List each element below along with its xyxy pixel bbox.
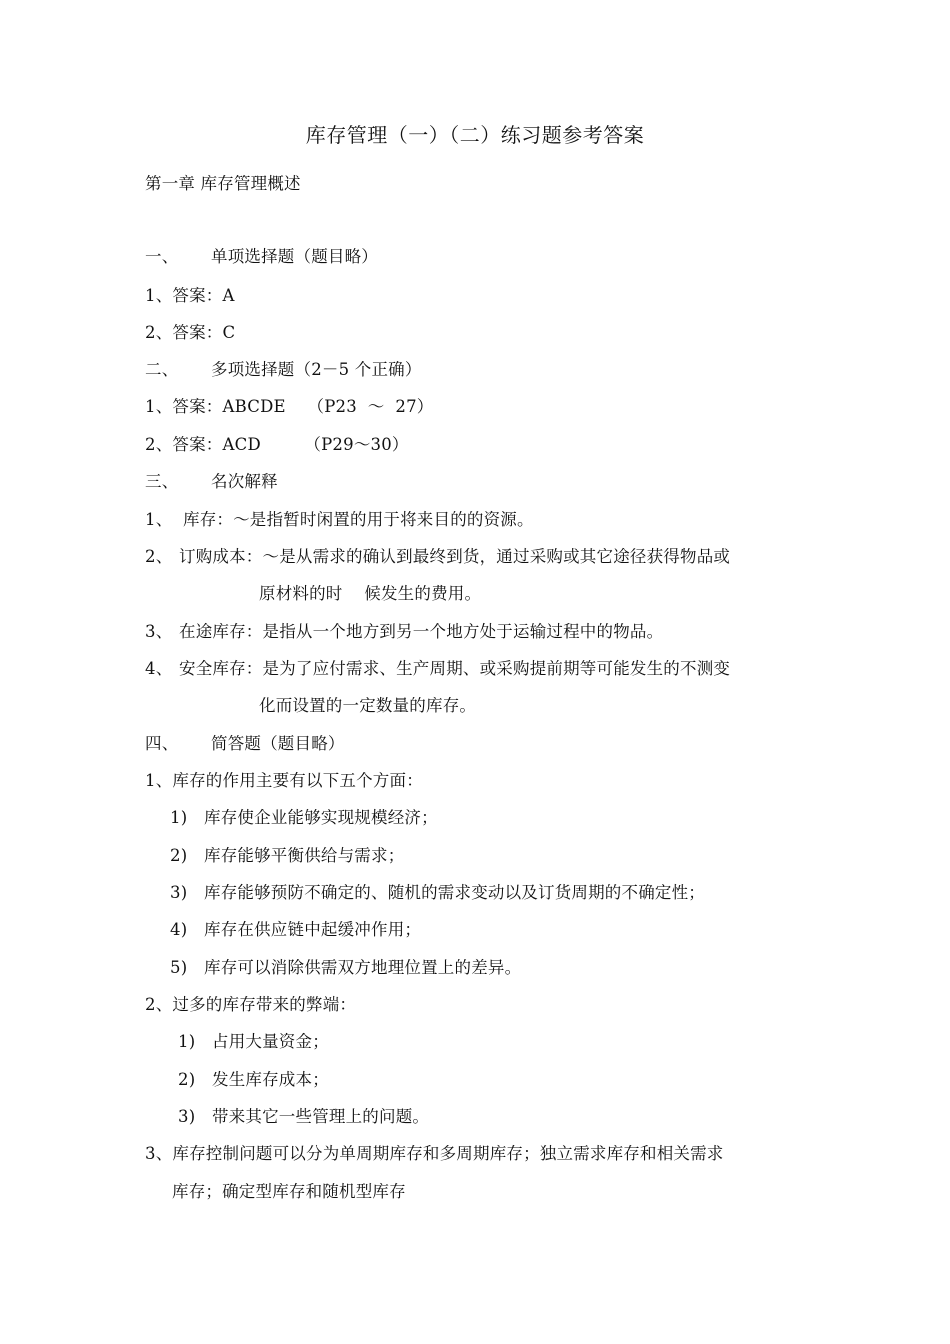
section-label: 单项选择题（题目略） [211, 247, 378, 266]
question-heading: 1、库存的作用主要有以下五个方面： [145, 771, 423, 790]
list-text: 库存能够平衡供给与需求； [204, 846, 405, 865]
list-item [170, 956, 521, 980]
list-number: 1) [178, 1032, 196, 1051]
definition-item [145, 620, 663, 644]
list-item [178, 1068, 329, 1092]
section-number: 一、 [145, 247, 179, 266]
list-text: 库存可以消除供需双方地理位置上的差异。 [204, 958, 522, 977]
section-number: 二、 [145, 360, 179, 379]
document-title: 库存管理（一）（二）练习题参考答案 [305, 123, 645, 147]
list-number: 4) [170, 920, 188, 939]
list-item [170, 881, 705, 905]
question-paragraph-continuation: 库存；确定型库存和随机型库存 [172, 1182, 406, 1201]
section-label: 多项选择题（2－5 个正确） [211, 360, 422, 379]
definition-item [145, 545, 730, 569]
section-number: 三、 [145, 472, 179, 491]
list-text: 库存使企业能够实现规模经济； [204, 808, 438, 827]
definition-item [145, 657, 730, 681]
section-label: 简答题（题目略） [211, 734, 345, 753]
definition-item [145, 508, 534, 532]
question-heading: 2、过多的库存带来的弊端： [145, 995, 357, 1014]
answer-line: 2、答案：C [145, 323, 236, 342]
list-text: 库存在供应链中起缓冲作用； [204, 920, 422, 939]
list-number: 3) [170, 883, 188, 902]
definition-text: 库存：～是指暂时闲置的用于将来目的的资源。 [183, 510, 534, 529]
item-number: 2、 [145, 547, 173, 566]
list-number: 2) [170, 846, 188, 865]
section-label: 名次解释 [211, 472, 278, 491]
answer-line: 1、答案：ABCDE （P23 ～ 27） [145, 397, 434, 416]
definition-text: 安全库存：是为了应付需求、生产周期、或采购提前期等可能发生的不测变 [179, 659, 731, 678]
list-text: 库存能够预防不确定的、随机的需求变动以及订货周期的不确定性； [204, 883, 705, 902]
section-heading-3 [145, 470, 278, 494]
list-number: 2) [178, 1070, 196, 1089]
item-number: 1、 [145, 510, 173, 529]
section-number: 四、 [145, 734, 179, 753]
list-number: 5) [170, 958, 188, 977]
list-text: 占用大量资金； [212, 1032, 329, 1051]
answer-line: 2、答案：ACD （P29～30） [145, 435, 409, 454]
definition-text: 在途库存：是指从一个地方到另一个地方处于运输过程中的物品。 [179, 622, 664, 641]
chapter-heading: 第一章 库存管理概述 [145, 174, 301, 193]
definition-text: 订购成本：～是从需求的确认到最终到货，通过采购或其它途径获得物品或 [179, 547, 731, 566]
list-number: 3) [178, 1107, 196, 1126]
list-item [170, 806, 438, 830]
section-heading-4 [145, 732, 345, 756]
list-text: 发生库存成本； [212, 1070, 329, 1089]
question-paragraph: 3、库存控制问题可以分为单周期库存和多周期库存；独立需求库存和相关需求 [145, 1144, 724, 1163]
section-heading-2 [145, 358, 422, 382]
definition-continuation: 原材料的时 候发生的费用。 [259, 584, 482, 603]
answer-line: 1、答案：A [145, 286, 235, 305]
list-number: 1) [170, 808, 188, 827]
list-item [178, 1105, 429, 1129]
list-item [178, 1030, 329, 1054]
section-heading-1 [145, 245, 378, 269]
item-number: 3、 [145, 622, 173, 641]
definition-continuation: 化而设置的一定数量的库存。 [259, 696, 477, 715]
list-item [170, 844, 404, 868]
item-number: 4、 [145, 659, 173, 678]
list-text: 带来其它一些管理上的问题。 [212, 1107, 430, 1126]
list-item [170, 918, 421, 942]
